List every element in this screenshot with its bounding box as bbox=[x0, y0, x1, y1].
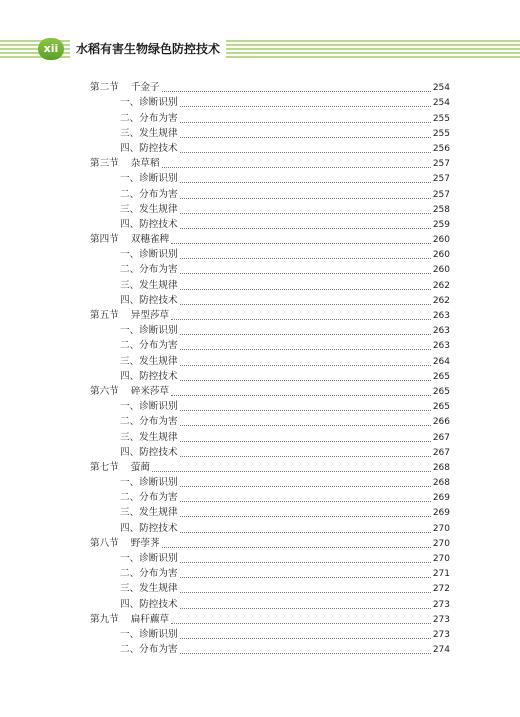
section-number: 第四节 bbox=[90, 234, 119, 246]
dot-leader bbox=[180, 486, 431, 487]
dot-leader bbox=[171, 623, 431, 624]
page-number: 272 bbox=[432, 584, 450, 595]
page-number: 265 bbox=[432, 371, 450, 382]
section-title: 扁秆藨草 bbox=[130, 613, 170, 625]
section-title: 萤蔺 bbox=[130, 461, 150, 473]
page-number: 260 bbox=[432, 235, 450, 246]
toc-section-row[interactable] bbox=[90, 79, 450, 94]
toc-section-row[interactable] bbox=[90, 459, 450, 474]
item-label: 四、防控技术 bbox=[120, 446, 178, 458]
dot-leader bbox=[162, 547, 431, 548]
toc-item-row[interactable] bbox=[90, 337, 450, 352]
item-label: 二、分布为害 bbox=[120, 340, 178, 352]
item-label: 二、分布为害 bbox=[120, 416, 178, 428]
dot-leader bbox=[180, 653, 431, 654]
toc-item-row[interactable] bbox=[90, 216, 450, 231]
page-number: 266 bbox=[432, 417, 450, 428]
dot-leader bbox=[180, 441, 431, 442]
dot-leader bbox=[171, 395, 431, 396]
page-number: 267 bbox=[432, 447, 450, 458]
page-number: 268 bbox=[432, 462, 450, 473]
item-label: 一、诊断识别 bbox=[120, 97, 178, 109]
toc-section-row[interactable] bbox=[90, 307, 450, 322]
toc-item-row[interactable] bbox=[90, 398, 450, 413]
page-number: 267 bbox=[432, 432, 450, 443]
toc-item-row[interactable] bbox=[90, 580, 450, 595]
dot-leader bbox=[180, 228, 431, 229]
dot-leader bbox=[180, 562, 431, 563]
toc-item-row[interactable] bbox=[90, 246, 450, 261]
item-label: 一、诊断识别 bbox=[120, 401, 178, 413]
section-title: 杂草稻 bbox=[130, 158, 160, 170]
item-label: 四、防控技术 bbox=[120, 598, 178, 610]
page-number: 263 bbox=[432, 341, 450, 352]
dot-leader bbox=[180, 152, 431, 153]
page-number: 263 bbox=[432, 326, 450, 337]
page-number: 268 bbox=[432, 478, 450, 489]
item-label: 三、发生规律 bbox=[120, 203, 178, 215]
book-title: 水稻有害生物绿色防控技术 bbox=[70, 38, 226, 60]
dot-leader bbox=[180, 532, 431, 533]
section-number: 第二节 bbox=[90, 82, 119, 94]
toc-item-row[interactable] bbox=[90, 565, 450, 580]
item-label: 四、防控技术 bbox=[120, 142, 178, 154]
toc-item-row[interactable] bbox=[90, 595, 450, 610]
toc-item-row[interactable] bbox=[90, 292, 450, 307]
toc-item-row[interactable] bbox=[90, 550, 450, 565]
item-label: 二、分布为害 bbox=[120, 264, 178, 276]
page-number: 269 bbox=[432, 508, 450, 519]
dot-leader bbox=[180, 516, 431, 517]
toc-item-row[interactable] bbox=[90, 352, 450, 367]
dot-leader bbox=[152, 471, 431, 472]
toc-item-row[interactable] bbox=[90, 368, 450, 383]
section-title: 异型莎草 bbox=[130, 310, 170, 321]
item-label: 四、防控技术 bbox=[120, 218, 178, 230]
page-number: 269 bbox=[432, 493, 450, 504]
item-label: 二、分布为害 bbox=[120, 568, 178, 580]
page-number: 258 bbox=[432, 204, 450, 215]
section-number: 第七节 bbox=[90, 461, 119, 473]
page-number: 264 bbox=[432, 356, 450, 367]
dot-leader bbox=[180, 273, 431, 274]
item-label: 三、发生规律 bbox=[120, 431, 178, 443]
dot-leader bbox=[180, 258, 431, 259]
section-title: 野荸荠 bbox=[130, 537, 160, 549]
toc-item-row[interactable] bbox=[90, 428, 450, 443]
dot-leader bbox=[180, 182, 431, 183]
dot-leader bbox=[180, 638, 431, 639]
item-label: 一、诊断识别 bbox=[120, 477, 178, 489]
toc-section-row[interactable] bbox=[90, 231, 450, 246]
dot-leader bbox=[180, 304, 431, 305]
page-number: 270 bbox=[432, 538, 450, 549]
dot-leader bbox=[180, 289, 431, 290]
dot-leader bbox=[180, 106, 431, 107]
item-label: 三、发生规律 bbox=[120, 507, 178, 519]
toc-item-row[interactable] bbox=[90, 201, 450, 216]
page-number: 265 bbox=[432, 402, 450, 413]
page-number: 254 bbox=[432, 98, 450, 109]
toc-section-row[interactable] bbox=[90, 611, 450, 626]
toc-item-row[interactable] bbox=[90, 322, 450, 337]
dot-leader bbox=[180, 425, 431, 426]
toc-item-row[interactable] bbox=[90, 125, 450, 140]
page-number: 265 bbox=[432, 386, 450, 397]
page-number: 256 bbox=[432, 143, 450, 154]
page-number: 255 bbox=[432, 128, 450, 139]
dot-leader bbox=[180, 608, 431, 609]
item-label: 二、分布为害 bbox=[120, 492, 178, 504]
toc-item-row[interactable] bbox=[90, 626, 450, 641]
page-number: 270 bbox=[432, 554, 450, 564]
item-label: 一、诊断识别 bbox=[120, 249, 178, 261]
toc-item-row[interactable] bbox=[90, 170, 450, 185]
dot-leader bbox=[162, 167, 431, 168]
toc-item-row[interactable] bbox=[90, 261, 450, 276]
section-number: 第六节 bbox=[90, 385, 119, 397]
section-number: 第三节 bbox=[90, 158, 119, 170]
toc-item-row[interactable] bbox=[90, 519, 450, 534]
table-of-contents bbox=[90, 79, 450, 656]
dot-leader bbox=[180, 365, 431, 366]
toc-item-row[interactable] bbox=[90, 504, 450, 519]
dot-leader bbox=[180, 456, 431, 457]
dot-leader bbox=[180, 198, 431, 199]
page-number: 270 bbox=[432, 523, 450, 534]
item-label: 二、分布为害 bbox=[120, 644, 178, 656]
item-label: 一、诊断识别 bbox=[120, 553, 178, 564]
dot-leader bbox=[171, 243, 431, 244]
toc-section-row[interactable] bbox=[90, 383, 450, 398]
page-number: 257 bbox=[432, 159, 450, 170]
toc-item-row[interactable] bbox=[90, 109, 450, 124]
section-title: 碎米莎草 bbox=[130, 385, 170, 397]
item-label: 一、诊断识别 bbox=[120, 628, 178, 640]
dot-leader bbox=[171, 319, 431, 320]
toc-item-row[interactable] bbox=[90, 474, 450, 489]
section-number: 第九节 bbox=[90, 613, 119, 625]
page-number: 260 bbox=[432, 265, 450, 276]
page-number-badge: xii bbox=[38, 38, 64, 60]
dot-leader bbox=[180, 380, 431, 381]
dot-leader bbox=[180, 122, 431, 123]
dot-leader bbox=[180, 577, 431, 578]
section-number: 第八节 bbox=[90, 537, 119, 549]
item-label: 四、防控技术 bbox=[120, 522, 178, 534]
section-title: 双穗雀稗 bbox=[130, 234, 170, 246]
item-label: 一、诊断识别 bbox=[120, 325, 178, 337]
page-number: 254 bbox=[432, 83, 450, 94]
item-label: 三、发生规律 bbox=[120, 279, 178, 291]
page-number: 273 bbox=[432, 599, 450, 610]
dot-leader bbox=[180, 349, 431, 350]
page-header bbox=[0, 38, 520, 60]
page-number: 260 bbox=[432, 250, 450, 261]
page-number: 262 bbox=[432, 280, 450, 291]
dot-leader bbox=[180, 137, 431, 138]
page-number: 259 bbox=[432, 219, 450, 230]
item-label: 一、诊断识别 bbox=[120, 173, 178, 185]
page-number: 273 bbox=[432, 629, 450, 640]
page-number: 255 bbox=[432, 113, 450, 124]
item-label: 四、防控技术 bbox=[120, 370, 178, 382]
dot-leader bbox=[180, 334, 431, 335]
page-number: 274 bbox=[432, 645, 450, 656]
toc-item-row[interactable] bbox=[90, 140, 450, 155]
item-label: 三、发生规律 bbox=[120, 355, 178, 367]
item-label: 三、发生规律 bbox=[120, 583, 178, 595]
page-number: 262 bbox=[432, 295, 450, 306]
dot-leader bbox=[180, 592, 431, 593]
item-label: 二、分布为害 bbox=[120, 112, 178, 124]
toc-section-row[interactable] bbox=[90, 155, 450, 170]
toc-item-row[interactable] bbox=[90, 489, 450, 504]
page-number: 271 bbox=[432, 569, 450, 580]
item-label: 三、发生规律 bbox=[120, 127, 178, 139]
toc-item-row[interactable] bbox=[90, 641, 450, 656]
toc-item-row[interactable] bbox=[90, 94, 450, 109]
page-number: 257 bbox=[432, 189, 450, 200]
page-number: 263 bbox=[432, 311, 450, 321]
toc-item-row[interactable] bbox=[90, 444, 450, 459]
toc-item-row[interactable] bbox=[90, 185, 450, 200]
item-label: 二、分布为害 bbox=[120, 188, 178, 200]
toc-item-row[interactable] bbox=[90, 276, 450, 291]
dot-leader bbox=[180, 213, 431, 214]
page-number: 257 bbox=[432, 174, 450, 185]
toc-section-row[interactable] bbox=[90, 535, 450, 550]
section-title: 千金子 bbox=[130, 82, 160, 94]
dot-leader bbox=[162, 91, 431, 92]
page-number: 273 bbox=[432, 614, 450, 625]
section-number: 第五节 bbox=[90, 310, 119, 321]
dot-leader bbox=[180, 501, 431, 502]
toc-item-row[interactable] bbox=[90, 413, 450, 428]
dot-leader bbox=[180, 410, 431, 411]
item-label: 四、防控技术 bbox=[120, 294, 178, 306]
